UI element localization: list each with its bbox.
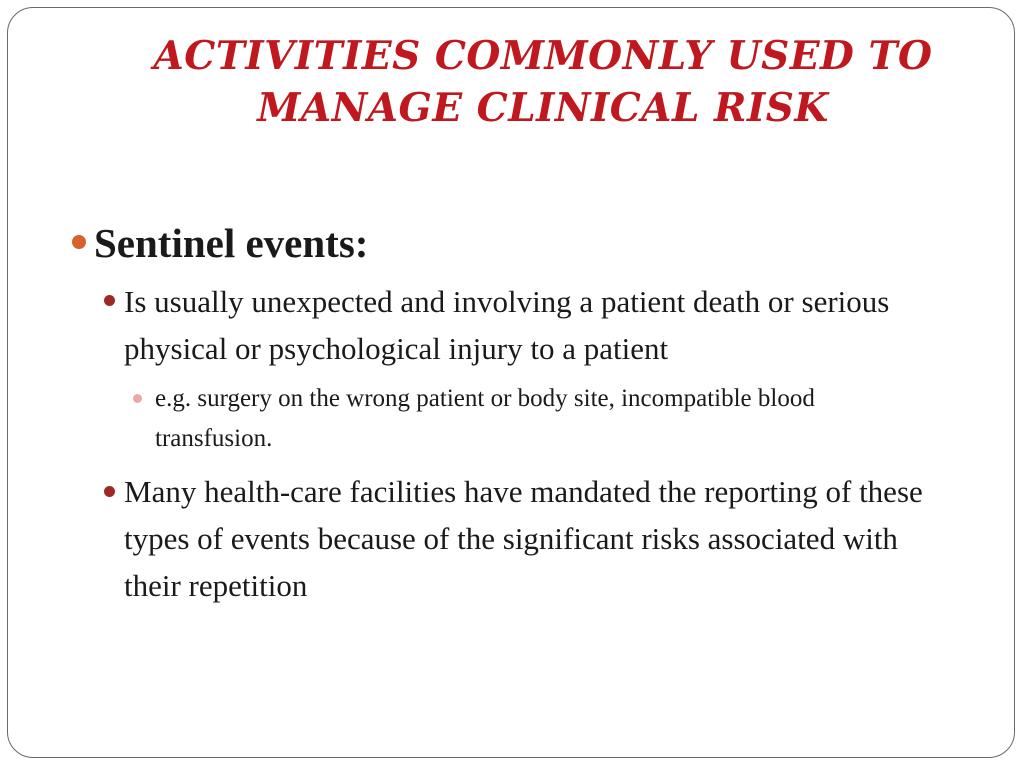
bullet-dot-level-3	[133, 394, 142, 403]
bullet-dot-level-2	[104, 295, 115, 306]
slide-title-line-2: MANAGE CLINICAL RISK	[257, 85, 829, 131]
bullet-example: e.g. surgery on the wrong patient or body site, incompatible blood transfusion.	[155, 385, 815, 452]
bullet-dot-level-2	[104, 486, 115, 497]
bullet-reporting-mandate: Many health-care facilities have mandated the reporting of these types of events because of the significant risks associated with their repetition	[124, 474, 923, 603]
slide	[7, 7, 1015, 758]
bullet-dot-level-1	[72, 235, 86, 249]
slide-title-line-1: ACTIVITIES COMMONLY USED TO	[153, 33, 933, 79]
bullet-definition: Is usually unexpected and involving a patient death or serious physical or psychological injury to a patient	[124, 284, 890, 366]
bullet-sentinel-events: Sentinel events:	[94, 220, 369, 266]
slide-body	[8, 8, 1014, 757]
